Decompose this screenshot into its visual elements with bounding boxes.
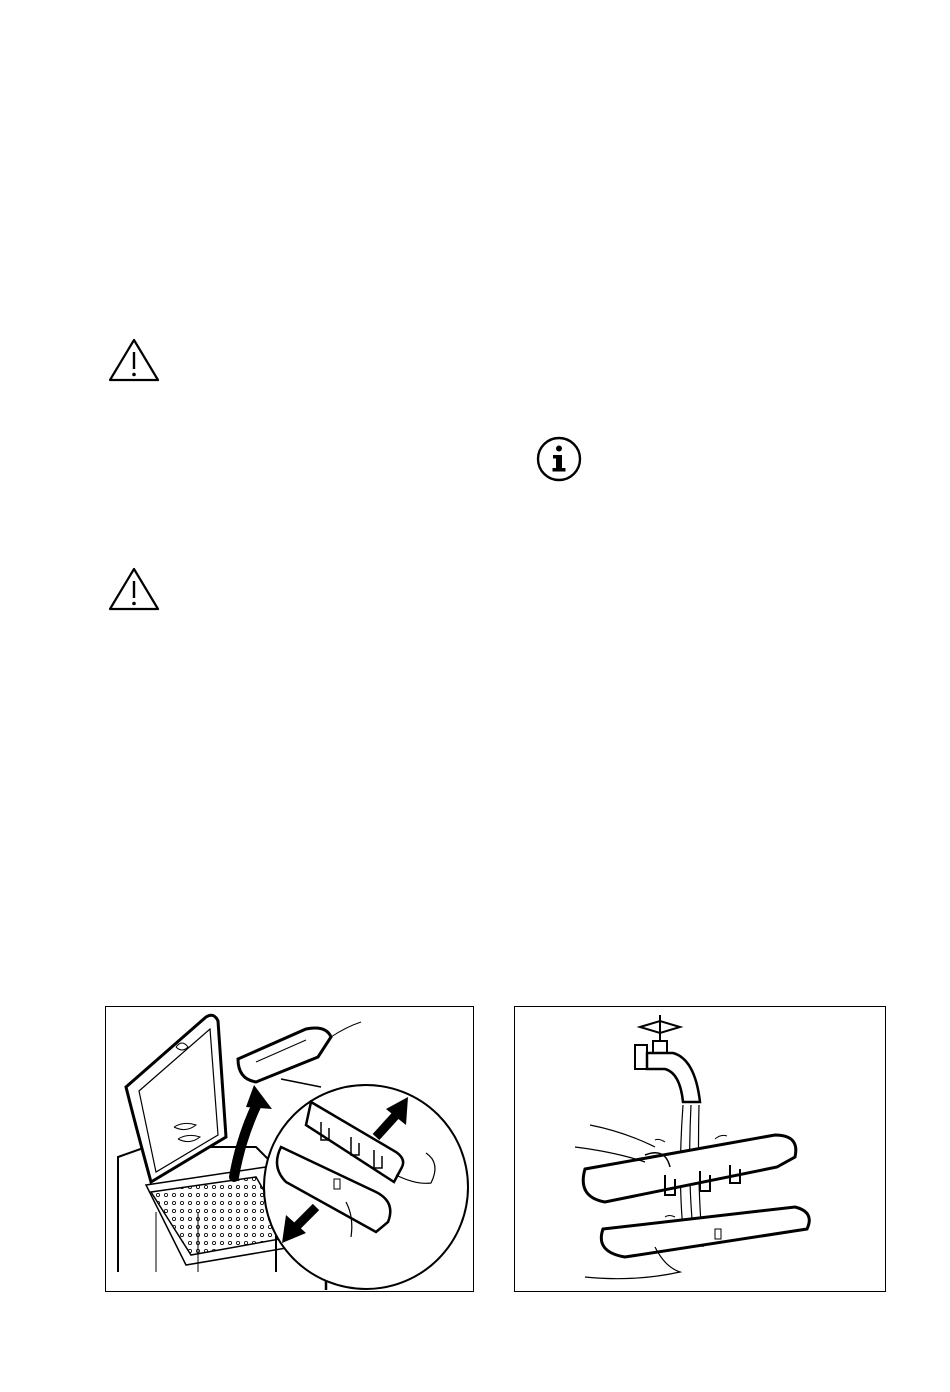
figure-remove-dispenser <box>105 1006 474 1292</box>
figure-rinse-dispenser <box>514 1006 886 1292</box>
warning-icon <box>108 337 160 383</box>
illustration-rinse-dispenser <box>515 1007 884 1290</box>
illustration-remove-dispenser <box>106 1007 472 1290</box>
info-icon <box>536 436 582 482</box>
warning-icon <box>108 566 160 612</box>
